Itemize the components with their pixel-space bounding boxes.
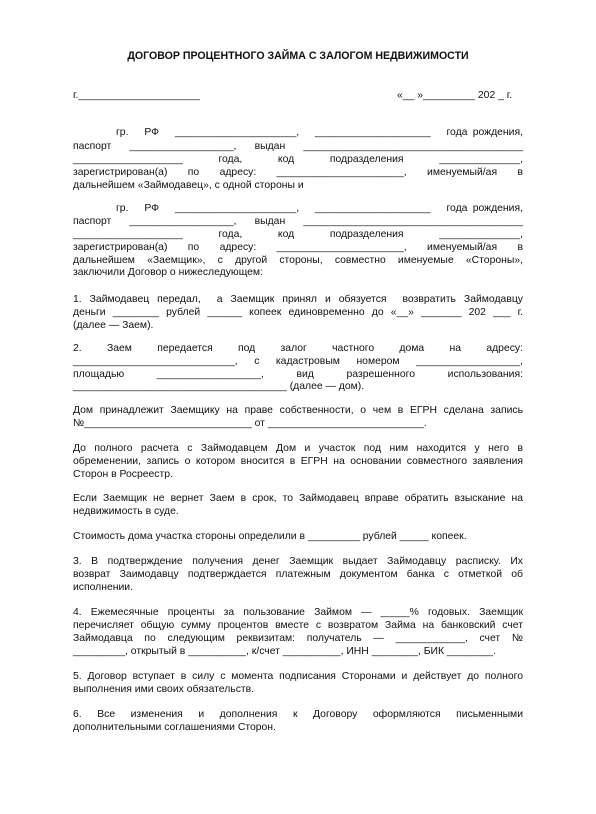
clause3-line-2: возврат Заимодавцу подтверждается платежным документом банка с отметкой об (73, 569, 523, 580)
clause4-line-1: 4. Ежемесячные проценты за пользование Займом — _____% годовых. Заемщик (73, 607, 523, 618)
borrower-line-6: заключили Договор о нижеследующем: (73, 267, 263, 278)
lender-line-1: гр. РФ _____________________, ____________________ года рождения, (116, 127, 523, 138)
city-field: г._____________________ (73, 90, 200, 101)
borrower-line-2: паспорт __________________, выдан ______________________________________ (73, 216, 523, 227)
lender-line-4: зарегистрирован(а) по адресу: ______________________, именуемый/ая в (73, 167, 523, 178)
valuation-line: Стоимость дома участка стороны определили в _________ рублей _____ копеек. (73, 531, 467, 542)
clause6-line-1: 6. Все изменения и дополнения к Договору оформляются письменными (73, 709, 523, 720)
default-line-2: недвижимость в суде. (73, 506, 179, 517)
clause2-line-4: _____________________________________ (далее — дом). (73, 381, 365, 392)
clause5-line-2: выполнения ими своих обязательств. (73, 684, 255, 695)
ownership-line-2: №_____________________________ от ___________________________. (73, 418, 427, 429)
borrower-line-3: ___________________ года, код подразделения ______________, (73, 229, 523, 240)
encumbrance-line-3: Сторон в Росреестр. (73, 469, 173, 480)
clause4-line-4: _________, открытый в __________, к/счет __________, ИНН ________, БИК ________. (73, 646, 497, 657)
clause2-line-1: 2. Заем передается под залог частного дома на адресу: (73, 343, 523, 354)
clause5-line-1: 5. Договор вступает в силу с момента подписания Сторонами и действует до полного (73, 671, 523, 682)
encumbrance-line-2: обременении, запись о котором вносится в ЕГРН на основании совместного заявления (73, 456, 523, 467)
clause4-line-3: Займодавца по следующим реквизитам: получатель — ____________, счет № (73, 633, 523, 644)
clause3-line-1: 3. В подтверждение получения денег Заемщик выдает Займодавцу расписку. Их (73, 556, 523, 567)
clause2-line-3: площадью __________________, вид разрешенного использования: (73, 369, 523, 380)
ownership-line-1: Дом принадлежит Заемщику на праве собственности, о чем в ЕГРН сделана запись (73, 405, 523, 416)
clause4-line-2: перечисляет общую сумму процентов вместе с возвратом Займа на банковский счет (73, 620, 523, 631)
lender-line-5: дальнейшем «Займодавец», с одной стороны и (73, 180, 304, 191)
clause1-line-3: (далее — Заем). (73, 320, 154, 331)
date-field: «__ »_________ 202 _ г. (397, 90, 513, 101)
clause6-line-2: дополнительными соглашениями Сторон. (73, 722, 276, 733)
clause3-line-3: исполнении. (73, 582, 133, 593)
clause1-line-1: 1. Займодавец передал, а Заемщик принял и обязуется возвратить Займодавцу (73, 294, 523, 305)
document-title: ДОГОВОР ПРОЦЕНТНОГО ЗАЙМА С ЗАЛОГОМ НЕДВИЖИМОСТИ (127, 50, 469, 62)
lender-line-2: паспорт __________________, выдан ______________________________________ (73, 141, 523, 152)
default-line-1: Если Заемщик не вернет Заем в срок, то Займодавец вправе обратить взыскание на (73, 493, 523, 504)
encumbrance-line-1: До полного расчета с Займодавцем Дом и участок под ним находится у него в (73, 443, 523, 454)
clause1-line-2: деньги ________ рублей ______ копеек единовременно до «__» _______ 202 ___ г. (73, 307, 523, 318)
borrower-line-4: зарегистрирован(а) по адресу: ______________________, именуемый/ая в (73, 242, 523, 253)
clause2-line-2: ____________________________, с кадастровым номером __________________, (73, 356, 523, 367)
lender-line-3: ___________________ года, код подразделения ______________, (73, 154, 523, 165)
borrower-line-5: дальнейшем «Заемщик», с другой стороны, совместно именуемые «Стороны», (73, 255, 523, 266)
borrower-line-1: гр. РФ _____________________, ____________________ года рождения, (116, 203, 523, 214)
